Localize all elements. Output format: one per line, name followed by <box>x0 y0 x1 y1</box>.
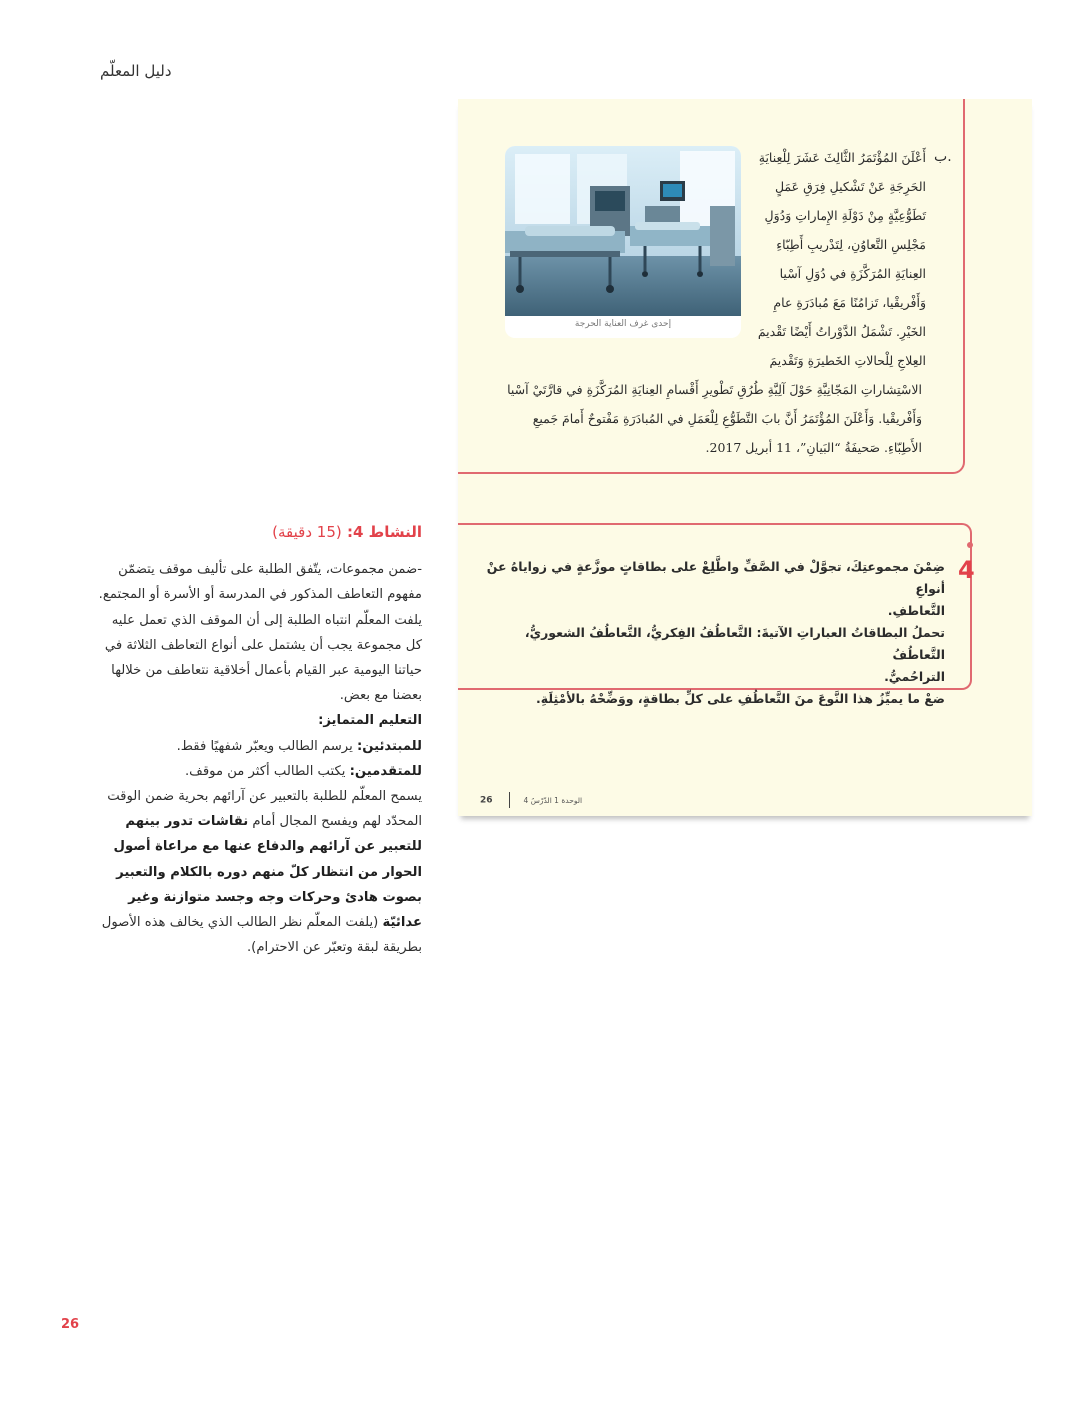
text-line: وَأَفْريقْيا، تَزامُنًا مَعَ مُبادَرَةِ عامِ <box>773 295 926 310</box>
advanced-label: للمتقدمين: <box>349 763 422 779</box>
activity-heading <box>96 520 422 545</box>
beginners-text: يرسم الطالب ويعبّر شفهيًا فقط. <box>176 738 357 754</box>
beginners-note <box>96 734 422 759</box>
activity-intro: -ضمن مجموعات، يتّفق الطلبة على تأليف موقف يتضمّن مفهوم التعاطف المذكور في المدرسة أو الأسرة أو المجتمع. يلفت المعلّم انتباه الطلبة إلى أن الموقف الذي تعمل عليه كل مجموعة يجب أن يشتمل على أنواع التعاطف الثلاثة في حياتنا اليومية عبر القيام بأعمال أخلاقية نتعاطف من خلالها بعضنا مع بعض. <box>98 562 422 704</box>
icu-room-illustration <box>505 146 741 316</box>
photo-caption: إحدى غرف العناية الحرجة <box>574 319 672 329</box>
text-line: مَجْلِسِ التَّعاوُنِ، لِتَدْريبِ أَطِبّاءِ <box>776 237 926 252</box>
folio-page-number: 26 <box>480 795 493 806</box>
closing-text-1: يسمح المعلّم للطلبة بالتعبير عن آرائهم بحرية ضمن الوقت المحدّد لهم ويفسح المجال أمام <box>107 789 422 830</box>
text-line: أَعْلَنَ المُؤْتَمَرُ الثَّالِثَ عَشَرَ لِلْعِنايَةِ <box>758 150 926 165</box>
text-line: العِلاجِ لِلْحالاتِ الخَطيرَةِ وَتَقْديمَ <box>769 353 926 368</box>
differentiated-heading: التعليم المتمايز: <box>318 713 422 729</box>
icu-room-photo <box>505 146 741 338</box>
text-line: وَأَفْريقْيا. وَأَعْلَنَ المُؤْتَمَرُ أَنَّ بابَ التَّطَوُّعِ لِلْعَمَلِ في المُبادَرَةِ مَفْتوحٌ أَمامَ جَميعِ <box>532 411 922 426</box>
item-b-text-top <box>740 143 926 375</box>
excerpt-folio <box>480 792 582 808</box>
text-line: الخَيْرِ. تَشْمَلُ الدَّوْراتُ أَيْضًا تَقْديمَ <box>757 324 926 339</box>
text-line: العِنايَةِ المُرَكَّزَةِ في دُوَلِ آسْيا <box>779 266 926 281</box>
question-4-number: 4 <box>958 556 975 584</box>
text-line: التراحُميُّ. <box>884 669 945 684</box>
question-4-dot <box>967 542 973 548</box>
text-line: الاسْتِشاراتِ المَجّانِيَّةِ حَوْلَ آلِيَّةِ طُرُقِ تَطْويرِ أَقْسامِ العِنايَةِ المُرَكَّزَةِ في قارَّتَيْ آسْيا <box>507 382 922 397</box>
text-line: الأَطِبّاءِ. صَحيفَةُ “البَيانِ”، 11 أبريل 2017. <box>705 440 922 455</box>
text-line: تحملُ البطاقاتُ العباراتِ الآتيةَ: التَّعاطُفُ الفِكريُّ، التَّعاطُفُ الشعوريُّ، التَّعاطُفُ <box>524 625 945 662</box>
page-header-title: دليل المعلّم <box>100 62 172 80</box>
text-line: ضعْ ما يميِّزُ هذا النَّوعَ منَ التَّعاطُفِ على كلِّ بطاقةٍ، ووَضِّحْهُ بالأمْثِلَةِ. <box>536 691 945 706</box>
activity-title: النشاط 4: <box>346 523 422 541</box>
closing-text-2: (يلفت المعلّم نظر الطالب الذي يخالف هذه الأصول بطريقة لبقة وتعبّر عن الاحترام). <box>101 915 422 956</box>
advanced-note <box>96 759 422 784</box>
folio-divider <box>509 792 510 808</box>
page-number: 26 <box>61 1317 80 1332</box>
beginners-label: للمبتدئين: <box>356 738 422 754</box>
question-4-text <box>470 556 945 710</box>
closing-paragraph <box>96 784 422 960</box>
folio-unit-lesson: الوحدة 1 الدّرْسُ 4 <box>523 795 583 805</box>
activity-duration: (15 دقيقة) <box>272 523 342 541</box>
closing-text-bold: نقاشات تدور بينهم للتعبير عن آرائهم والدفاع عنها مع مراعاة أصول الحوار من انتظار كلّ منهم دوره بالكلام والتعبير بصوت هادئ وحركات وجه وجسد متوازنة وغير عدائيّة <box>113 814 422 931</box>
text-line: ضِمْنَ مجموعتِكَ، تجوَّلْ في الصَّفِّ واطَّلِعْ على بطاقاتٍ موزَّعةٍ في زواياهُ عنْ أنواعِ <box>486 559 945 596</box>
advanced-text: يكتب الطالب أكثر من موقف. <box>184 763 350 779</box>
text-line: التَّعاطفِ. <box>887 603 945 618</box>
text-line: تَطَوُّعِيَّةٍ مِنْ دَوْلَةِ الإِماراتِ وَدُوَلِ <box>764 208 926 223</box>
item-b-text-bottom <box>470 375 922 462</box>
text-line: الحَرِجَةِ عَنْ تَشْكيلِ فِرَقِ عَمَلٍ <box>774 179 926 194</box>
item-b-marker: ب. <box>934 149 952 165</box>
teacher-guide-column <box>96 520 422 960</box>
